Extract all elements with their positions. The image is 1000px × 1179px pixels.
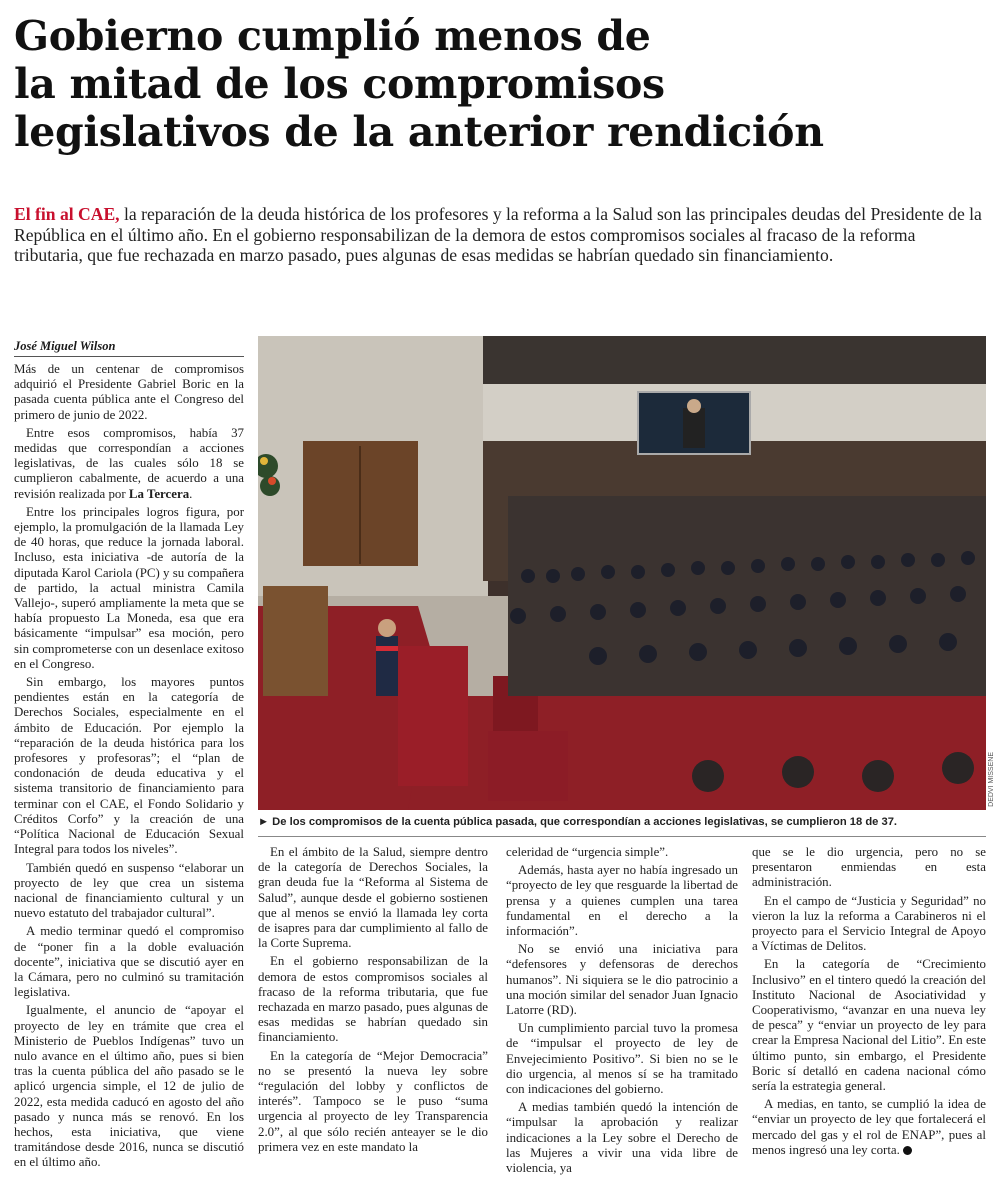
paragraph: No se envió una iniciativa para “defensores y defensoras de derechos humanos”. Ni siquiera se le dio patrocinio a una moción similar del senador Juan Ignacio Latorre (RD). (506, 942, 738, 1018)
headline (14, 12, 984, 156)
upper-gallery (483, 336, 986, 391)
paragraph: En el campo de “Justicia y Seguridad” no vieron la luz la reforma a Carabineros ni el proyecto para el Servicio Integral de Apoyo a Víctimas de Delitos. (752, 893, 986, 954)
screen-speaker (683, 408, 705, 448)
headline-line: la mitad de los compromisos (14, 60, 665, 108)
column-2 (258, 845, 488, 1158)
headline-line: Gobierno cumplió menos de (14, 12, 651, 60)
paragraph: En el ámbito de la Salud, siempre dentro de la categoría de Derechos Sociales, la gran deuda fue la “Reforma al Sistema de Salud”, aunque desde el gobierno sostienen que al menos se envió la llamada ley corta de isapres para dar cumplimiento al fallo de la Corte Suprema. (258, 845, 488, 951)
article-photo (258, 336, 986, 810)
paragraph: celeridad de “urgencia simple”. (506, 845, 669, 859)
paragraph: Sin embargo, los mayores puntos pendientes están en la categoría de Derechos Sociales, especialmente en el ámbito de Educación. Por ejemplo la “reparación de la deuda histórica para los profesores y profesoras”; el “plan de condonación de deuda educativa y el sistema transitorio de financiamiento para terminar con el CAE, el Fondo Solidario y Créditos Corfo” y la creación de una “Política Nacional de Educación Sexual Integral para todos los niveles”. (14, 675, 244, 857)
congress-chamber-illustration (258, 336, 986, 810)
paragraph: En la categoría de “Mejor Democracia” no se presentó la nueva ley sobre “regulación del lobby y conflictos de interés”. Tampoco se le puso “suma urgencia al proyecto de ley Transparencia 2.0”, al que sólo recién anteayer se le dio primera vez en este mandato la (258, 1048, 488, 1154)
column-1 (14, 362, 244, 1174)
paragraph: Entre los principales logros figura, por ejemplo, la promulgación de la llamada Ley de 40 horas, que reduce la jornada laboral. Incluso, esta iniciativa -de autoría de la diputada Karol Cariola (PC) y su compañera de partido, la actual ministra Camila Vallejo-, superó ampliamente la meta que se había propuesto La Moneda, esa que era básicamente “impulsar” esa moción, pero sin comprometerse con un desenlace exitoso en el Congreso. (14, 504, 244, 671)
photo-credit: DEDVI MISSENE (988, 752, 995, 807)
paragraph (752, 1097, 986, 1158)
speaker-body (376, 636, 398, 696)
flower (268, 477, 276, 485)
paragraph (14, 426, 244, 502)
paragraph: Además, hasta ayer no había ingresado un “proyecto de ley que resguarde la libertad de prensa y a quienes cumplen una tarea fundamental en el derecho a la información”. (506, 863, 738, 939)
paragraph-text: A medias, en tanto, se cumplió la idea de “enviar un proyecto de ley que fortalecerá el mercado del gas y el rol de ENAP”, pues al menos ingresó una ley corta. (752, 1097, 986, 1157)
paragraph: Igualmente, el anuncio de “apoyar el proyecto de ley en trámite que crea el Ministerio de Pueblos Indígenas” tuvo un nulo avance en el último año, pues si bien tras la cuenta pública del año pasado se le aplicó urgencia simple, el 12 de julio de 2022, esta medida caducó en agosto del año pasado y nunca más se renovó. En los hechos, esta iniciativa, que viene tramitándose desde 2016, nunca se discutió en el último año. (14, 1003, 244, 1170)
paragraph: A medio terminar quedó el compromiso de “poner fin a la doble evaluación docente”, iniciativa que se discutió ayer en la Cámara, pero no culminó su tramitación legislativa. (14, 924, 244, 1000)
photo-caption: ► De los compromisos de la cuenta pública pasada, que correspondían a acciones legislativas, se cumplieron 18 de 37. (258, 816, 986, 837)
audience (508, 496, 986, 696)
paragraph: También quedó en suspenso “elaborar un proyecto de ley que crea un sistema nacional de financiamiento cultural y un nuevo estatuto del trabajador cultural”. (14, 860, 244, 921)
paragraph: En la categoría de “Crecimiento Inclusivo” en el tintero quedó la creación del Instituto Nacional de Asociatividad y Cooperativismo, “avanzar en una nueva ley de pesca” y “enviar un proyecto de ley para crear la Empresa Nacional del Litio”. En este último punto, sin embargo, el Presidente Boric sí detalló en cadena nacional cómo sería la estrategia general. (752, 957, 986, 1094)
end-of-article-icon (903, 1146, 912, 1155)
presidential-sash (376, 646, 398, 651)
headline-line: legislativos de la anterior rendición (14, 108, 824, 156)
paragraph: Más de un centenar de compromisos adquirió el Presidente Gabriel Boric en la pasada cuenta pública ante el Congreso del primero de junio de 2022. (14, 362, 244, 422)
paragraph-text: Entre esos compromisos, había 37 medidas que correspondían a acciones legislativas, de las cuales sólo 18 se cumplieron cabalmente, de acuerdo a una revisión realizada por (14, 425, 244, 501)
column-4 (752, 845, 986, 1161)
column-3 (506, 845, 738, 1179)
deck-lead: El fin al CAE, (14, 204, 120, 224)
lectern-front (488, 731, 568, 801)
screen-speaker-head (687, 399, 701, 413)
paragraph: A medias también quedó la intención de “impulsar la aprobación y realizar indicaciones a la Ley sobre el Derecho de las Mujeres a vivir una vida libre de violencia, ya (506, 1100, 738, 1176)
paragraph: En el gobierno responsabilizan de la demora de estos compromisos sociales al fracaso de la reforma tributaria, que fue rechazada en marzo pasado, pues algunas de esas medidas se habrían quedado sin financiamiento. (258, 954, 488, 1045)
byline: José Miguel Wilson (14, 339, 244, 357)
paragraph: Un cumplimiento parcial tuvo la promesa de “impulsar el proyecto de ley de Envejecimiento Positivo”. Si bien no se le dio urgencia, al menos sí se ha tramitado con indicaciones del gobierno. (506, 1021, 738, 1097)
paragraph: que se le dio urgencia, pero no se presentaron enmiendas en esta administración. (752, 845, 986, 890)
podium (398, 646, 468, 786)
brand-name: La Tercera (128, 486, 190, 501)
deck (14, 204, 986, 266)
paragraph-text: . (189, 486, 193, 501)
flower (260, 457, 268, 465)
side-bench (263, 586, 328, 696)
deck-text: la reparación de la deuda histórica de los profesores y la reforma a la Salud son las principales deudas del Presidente de la República en el último año. En el gobierno responsabilizan de la demora de estos compromisos sociales al fracaso de la reforma tributaria, que fue rechazada en marzo pasado, pues algunas de esas medidas se habrían quedado sin financiamiento. (14, 204, 982, 266)
speaker-head (378, 619, 396, 637)
